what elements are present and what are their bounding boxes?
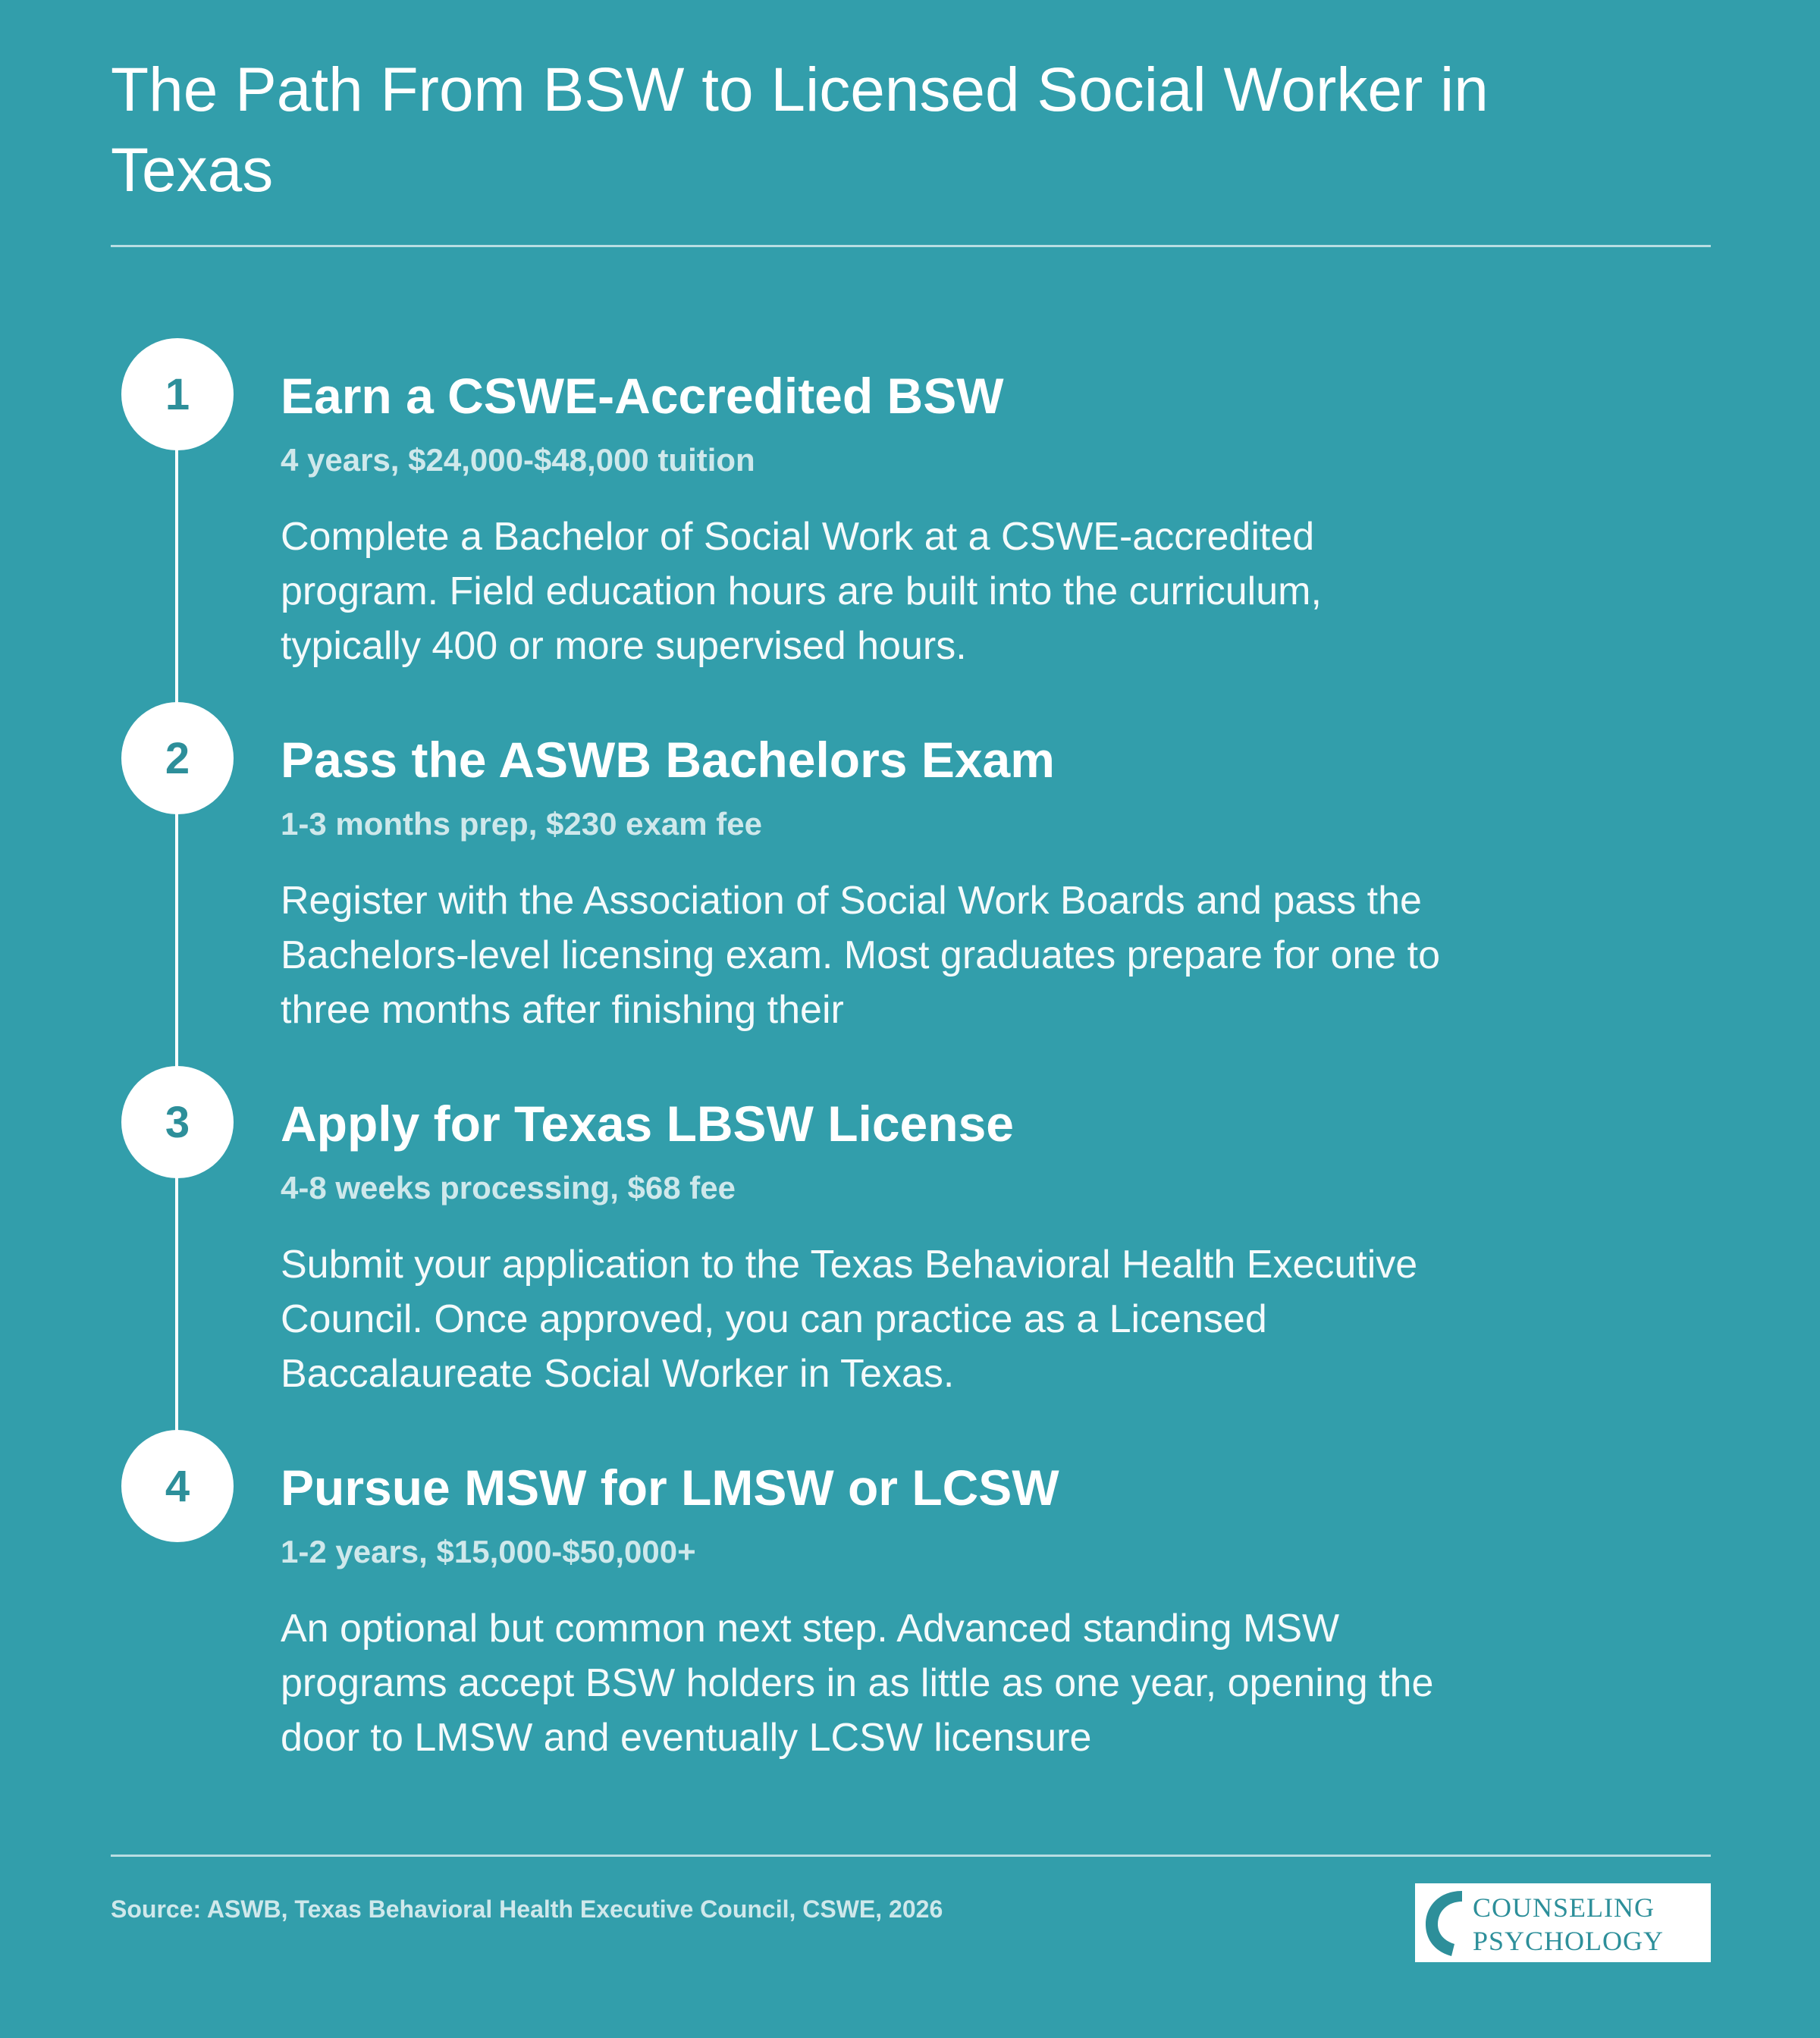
- step-4-title: Pursue MSW for LMSW or LCSW: [281, 1460, 1059, 1516]
- step-1-meta: 4 years, $24,000-$48,000 tuition: [281, 442, 755, 478]
- logo-line-2: PSYCHOLOGY: [1473, 1926, 1665, 1956]
- step-1-description: Complete a Bachelor of Social Work at a CSWE-accredited program. Field education hours are built into the curriculum, typically 400 or more supervised hours.: [281, 515, 1322, 668]
- step-1-title: Earn a CSWE-Accredited BSW: [281, 368, 1004, 424]
- bottom-divider: [111, 1855, 1711, 1857]
- page-title: The Path From BSW to Licensed Social Worker in Texas: [111, 55, 1489, 205]
- logo-head-icon: [1415, 1883, 1711, 1962]
- step-1-number-circle: 1: [121, 338, 234, 450]
- step-3-meta: 4-8 weeks processing, $68 fee: [281, 1170, 736, 1206]
- step-2-meta: 1-3 months prep, $230 exam fee: [281, 806, 762, 842]
- step-3: [281, 1093, 1464, 1401]
- step-1: [281, 365, 1464, 673]
- step-4-meta: 1-2 years, $15,000-$50,000+: [281, 1534, 696, 1569]
- step-2: [281, 729, 1464, 1037]
- source-note: Source: ASWB, Texas Behavioral Health Executive Council, CSWE, 2026: [111, 1895, 943, 1923]
- counseling-psychology-logo: [1415, 1883, 1711, 1962]
- step-2-description: Register with the Association of Social Work Boards and pass the Bachelors-level licensing exam. Most graduates prepare for one to three months after finishing their: [281, 879, 1441, 1032]
- step-3-number-circle: 3: [121, 1066, 234, 1178]
- step-3-description: Submit your application to the Texas Behavioral Health Executive Council. Once approved, you can practice as a Licensed Baccalaureate Social Worker in Texas.: [281, 1243, 1418, 1396]
- step-4-number-circle: 4: [121, 1430, 234, 1542]
- step-2-number-circle: 2: [121, 702, 234, 814]
- timeline-line: [175, 394, 178, 1539]
- step-2-title: Pass the ASWB Bachelors Exam: [281, 732, 1055, 788]
- step-4: [281, 1457, 1464, 1765]
- step-3-title: Apply for Texas LBSW License: [281, 1096, 1014, 1152]
- top-divider: [111, 245, 1711, 247]
- logo-line-1: COUNSELING: [1473, 1892, 1655, 1923]
- step-4-description: An optional but common next step. Advanced standing MSW programs accept BSW holders in as little as one year, opening the door to LMSW and eventually LCSW licensure: [281, 1607, 1434, 1760]
